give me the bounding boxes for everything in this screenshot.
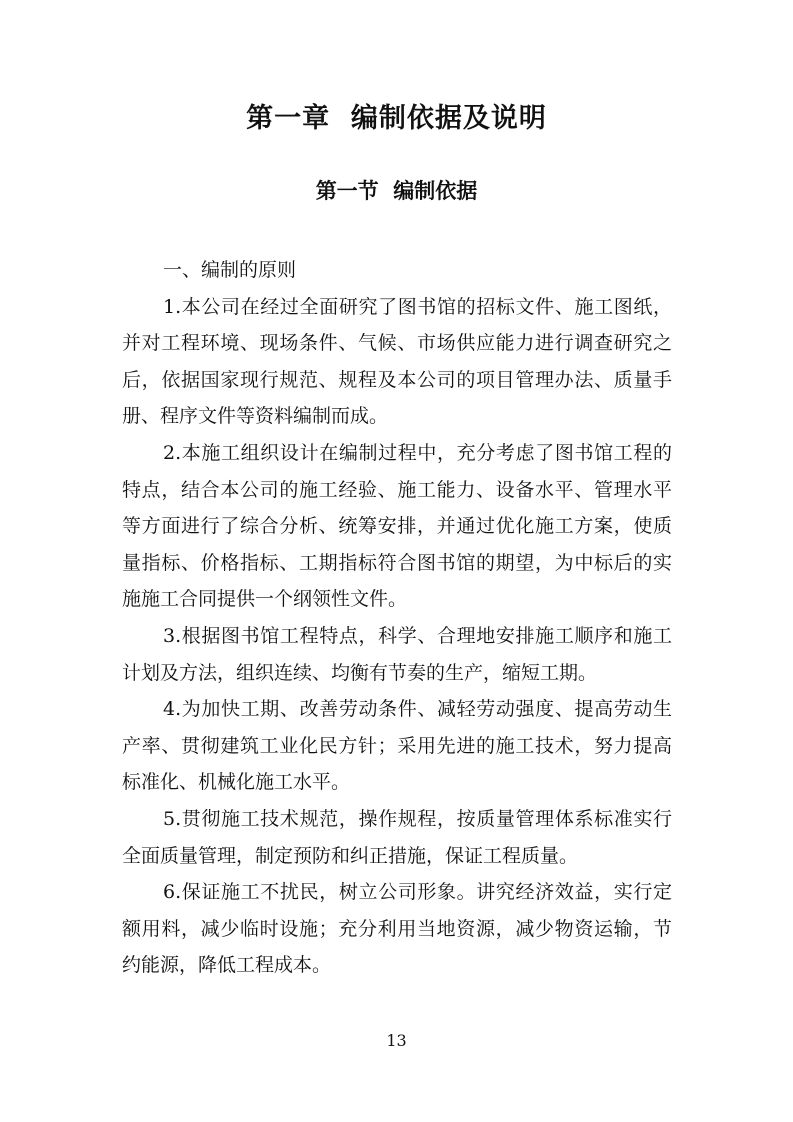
- page-number: 13: [386, 1031, 407, 1050]
- chapter-title: 第一章 编制依据及说明: [246, 103, 547, 134]
- paragraph-3: 3.根据图书馆工程特点，科学、合理地安排施工顺序和施工计划及方法，组织连续、均衡有节奏的生产，缩短工期。: [122, 624, 672, 684]
- paragraph-5: 5.贯彻施工技术规范，操作规程，按质量管理体系标准实行全面质量管理，制定预防和纠正措施，保证工程质量。: [122, 807, 672, 867]
- section-title: 第一节 编制依据: [315, 179, 478, 203]
- paragraph-2: 2.本施工组织设计在编制过程中，充分考虑了图书馆工程的特点，结合本公司的施工经验、施工能力、设备水平、管理水平等方面进行了综合分析、统筹安排，并通过优化施工方案，使质量指标、价格指标、工期指标符合图书馆的期望，为中标后的实施施工合同提供一个纲领性文件。: [122, 441, 672, 611]
- subheading: 一、编制的原则: [163, 259, 297, 281]
- paragraph-1: 1.本公司在经过全面研究了图书馆的招标文件、施工图纸，并对工程环境、现场条件、气候、市场供应能力进行调查研究之后，依据国家现行规范、规程及本公司的项目管理办法、质量手册、程序文件等资料编制而成。: [122, 295, 672, 428]
- paragraph-4: 4.为加快工期、改善劳动条件、减轻劳动强度、提高劳动生产率、贯彻建筑工业化民方针；采用先进的施工技术，努力提高标准化、机械化施工水平。: [122, 698, 672, 794]
- paragraph-6: 6.保证施工不扰民，树立公司形象。讲究经济效益，实行定额用料，减少临时设施；充分利用当地资源，减少物资运输，节约能源，降低工程成本。: [122, 881, 672, 977]
- body-text: [122, 252, 672, 984]
